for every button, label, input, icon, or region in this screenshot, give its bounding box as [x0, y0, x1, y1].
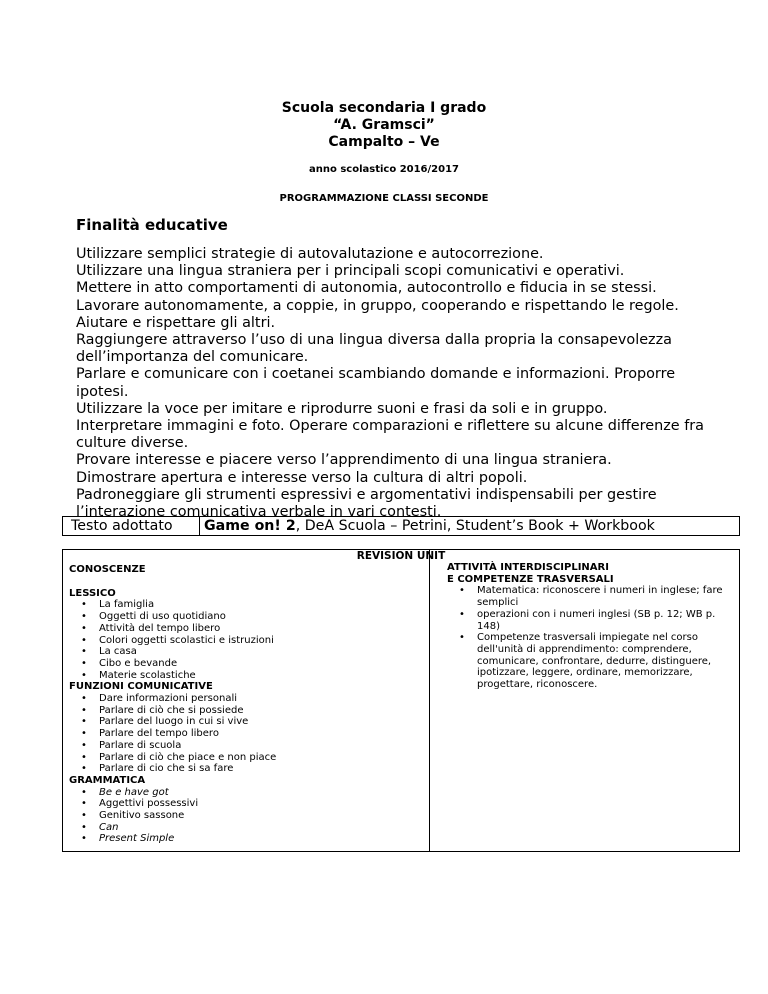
aim-item: Provare interesse e piacere verso l’apprendimento di una lingua straniera. [76, 452, 612, 469]
aim-item: Raggiungere attraverso l’uso di una lingua diversa dalla propria la consapevolezza dell’importanza del comunicare. [76, 332, 672, 366]
list-item: • operazioni con i numeri inglesi (SB p. 12; WB p. 148) [447, 609, 737, 632]
aim-item: Padroneggiare gli strumenti espressivi e argomentativi indispensabili per gestire l’interazione comunicativa verbale in vari contesti. [76, 486, 657, 521]
textbook-divider [199, 517, 200, 535]
aim-item: Lavorare autonomamente, a coppie, in gruppo, cooperando e rispettando le regole. [76, 297, 679, 314]
list-item: • Parlare di scuola [69, 740, 419, 752]
school-year: anno scolastico 2016/2017 [308, 164, 460, 175]
lessico-list [69, 599, 419, 681]
textbook-value [204, 518, 655, 534]
funzioni-list [69, 693, 419, 775]
aim-item: Mettere in atto comportamenti di autonomia, autocontrollo e fiducia in se stessi. [76, 280, 657, 297]
lessico-label: LESSICO [69, 587, 116, 599]
activities-header: ATTIVITÀ INTERDISCIPLINARI [447, 562, 609, 573]
aims-list [76, 246, 716, 521]
funzioni-label: FUNZIONI COMUNICATIVE [69, 681, 213, 693]
list-item: • Dare informazioni personali [69, 693, 419, 705]
list-item: • Oggetti di uso quotidiano [69, 611, 419, 623]
activities-list [447, 585, 737, 690]
school-title: “A. Gramsci” [333, 117, 435, 133]
activities-column [447, 562, 737, 691]
program-title: PROGRAMMAZIONE CLASSI SECONDE [279, 193, 489, 204]
school-location: Campalto – Ve [328, 134, 440, 150]
unit-title: REVISION UNIT [356, 550, 446, 562]
aim-item: Utilizzare semplici strategie di autovalutazione e autocorrezione. [76, 246, 544, 262]
list-item: • Parlare di ciò che piace e non piace [69, 752, 419, 764]
grammatica-label: GRAMMATICA [69, 774, 146, 786]
aim-item: Interpretare immagini e foto. Operare comparazioni e riflettere su alcune differenze fra culture diverse. [76, 418, 705, 452]
grammatica-list [69, 787, 419, 846]
list-item: • La famiglia [69, 599, 419, 611]
list-item: • Aggettivi possessivi [69, 798, 419, 810]
list-item: • Present Simple [69, 833, 419, 845]
list-item: • Parlare di cio che si sa fare [69, 763, 419, 775]
textbook-label: Testo adottato [71, 518, 173, 534]
aim-item: Utilizzare la voce per imitare e riprodurre suoni e frasi da soli e in gruppo. [76, 400, 608, 417]
list-item: • La casa [69, 646, 419, 658]
aim-item: Dimostrare apertura e interesse verso la cultura di altri popoli. [76, 469, 528, 486]
list-item: • Parlare di ciò che si possiede [69, 705, 419, 717]
textbook-table [62, 516, 740, 536]
list-item: • Parlare del tempo libero [69, 728, 419, 740]
knowledge-column [69, 564, 419, 845]
unit-divider [429, 550, 430, 851]
textbook-publisher: , DeA Scuola – Petrini, Student’s Book + Workbook [295, 518, 655, 534]
list-item: • Cibo e bevande [69, 658, 419, 670]
unit-table [62, 549, 740, 852]
list-item: • Competenze trasversali impiegate nel corso dell'unità di apprendimento: comprendere, comunicare, confrontare, dedurre, distinguere, ipotizzare, leggere, ordinare, memorizzare, progettare, riconoscere. [447, 632, 737, 691]
school-name: Scuola secondaria I grado [281, 100, 487, 116]
list-item: • Be e have got [69, 787, 419, 799]
list-item: • Can [69, 822, 419, 834]
list-item: • Matematica: riconoscere i numeri in inglese; fare semplici [447, 585, 737, 608]
knowledge-header: CONOSCENZE [69, 564, 146, 575]
list-item: • Attività del tempo libero [69, 623, 419, 635]
aim-item: Utilizzare una lingua straniera per i principali scopi comunicativi e operativi. [76, 263, 625, 280]
list-item: • Parlare del luogo in cui si vive [69, 716, 419, 728]
aim-item: Parlare e comunicare con i coetanei scambiando domande e informazioni. Proporre ipotesi. [76, 366, 676, 400]
activities-subheader: E COMPETENZE TRASVERSALI [447, 573, 614, 585]
list-item: • Materie scolastiche [69, 670, 419, 682]
aim-item: Aiutare e rispettare gli altri. [76, 314, 276, 331]
section-title: Finalità educative [76, 216, 228, 234]
list-item: • Colori oggetti scolastici e istruzioni [69, 635, 419, 647]
list-item: • Genitivo sassone [69, 810, 419, 822]
textbook-title: Game on! 2 [204, 518, 296, 534]
